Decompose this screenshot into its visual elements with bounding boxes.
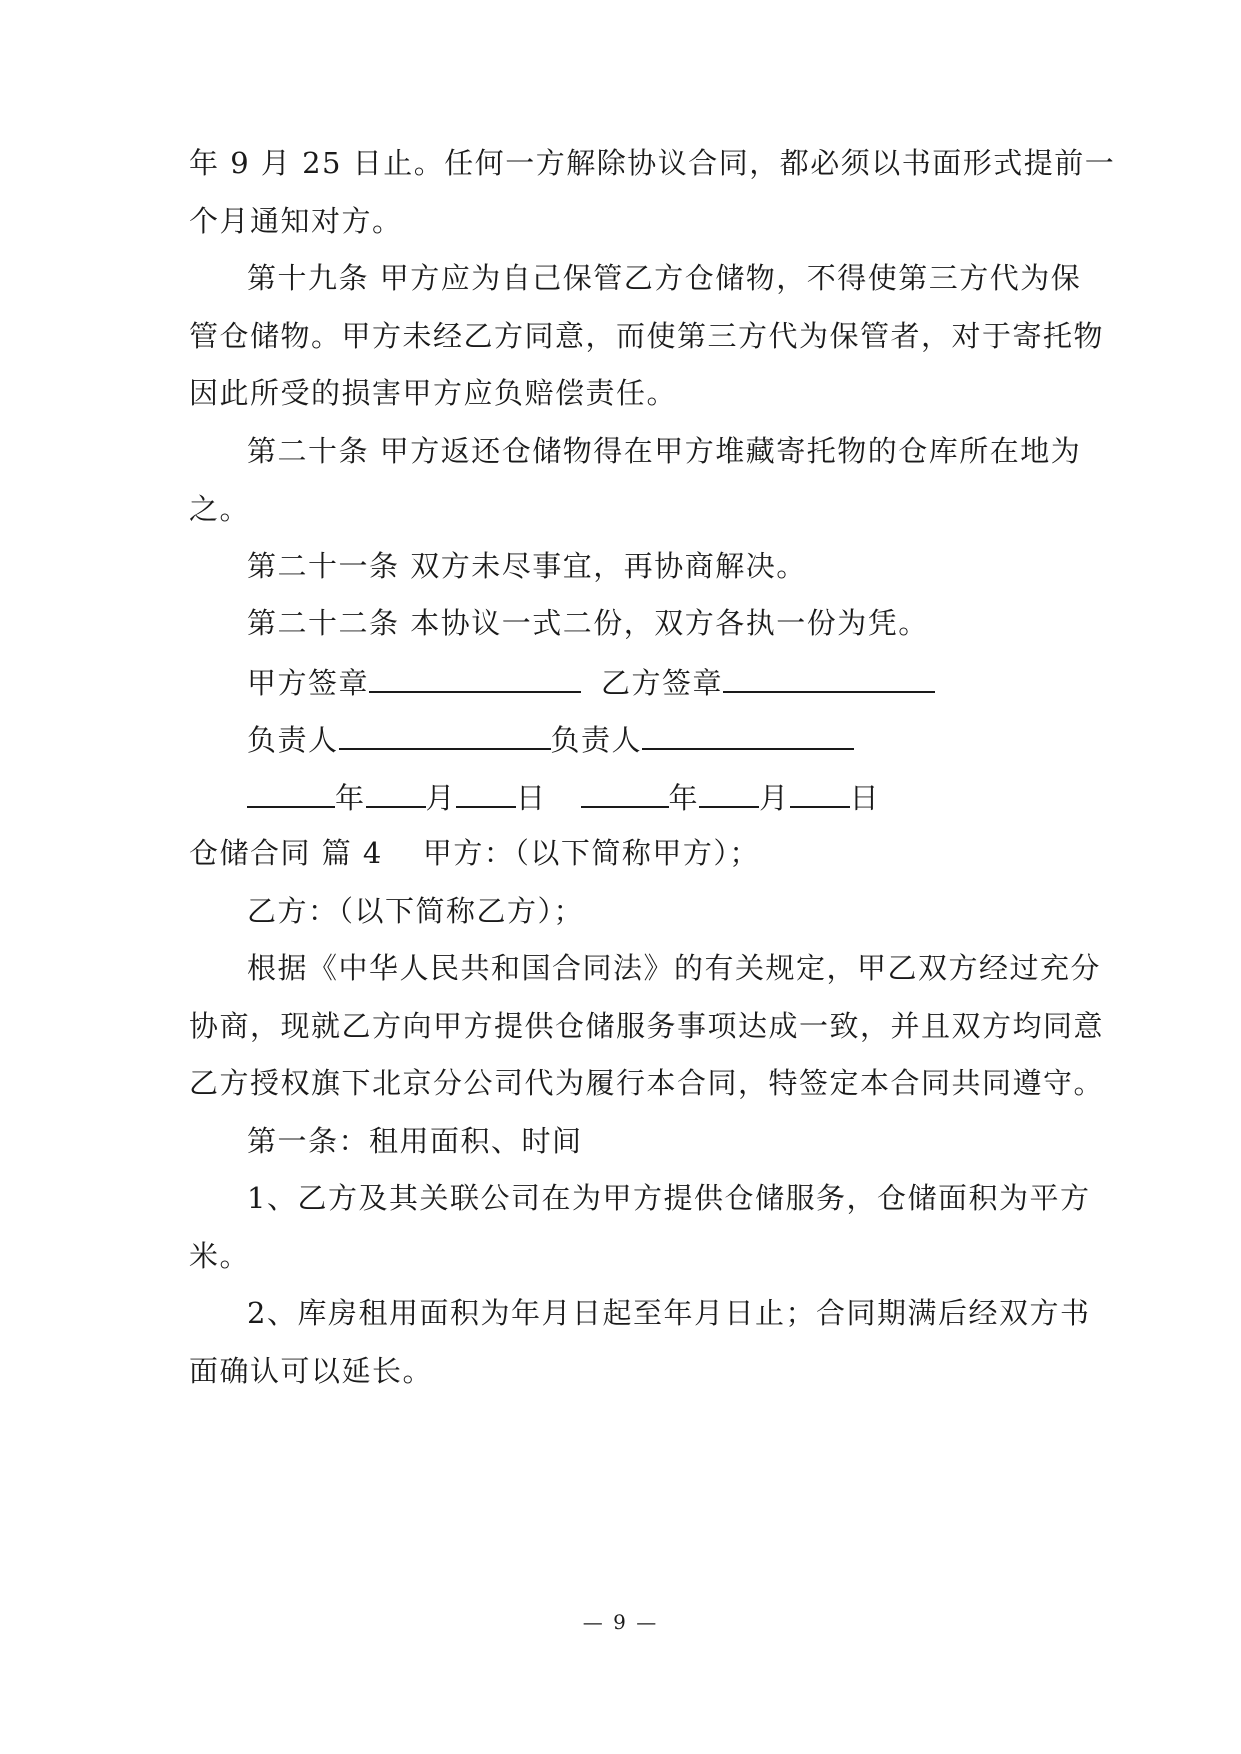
article-22: 第二十二条 本协议一式二份，双方各执一份为凭。 xyxy=(247,606,929,640)
responsible-b-blank xyxy=(642,718,854,750)
day-a-label: 日 xyxy=(516,781,547,815)
section-4-party-b: 乙方：（以下简称乙方）； xyxy=(247,894,585,928)
month-a-blank xyxy=(366,776,426,808)
section-4-party-a: 甲方：（以下简称甲方）； xyxy=(422,836,760,870)
year-a-label: 年 xyxy=(335,781,366,815)
day-a-blank xyxy=(456,776,516,808)
paragraph-line: 个月通知对方。 xyxy=(189,204,403,238)
item-1-line: 米。 xyxy=(189,1239,251,1273)
year-a-blank xyxy=(247,776,335,808)
article-1-title: 第一条：租用面积、时间 xyxy=(247,1124,583,1158)
month-b-label: 月 xyxy=(759,781,790,815)
article-21: 第二十一条 双方未尽事宜，再协商解决。 xyxy=(247,549,807,583)
responsible-row xyxy=(247,718,854,760)
date-row xyxy=(247,776,880,818)
article-20-line: 第二十条 甲方返还仓储物得在甲方堆藏寄托物的仓库所在地为 xyxy=(247,434,1082,468)
day-b-label: 日 xyxy=(849,781,881,815)
intro-line: 协商，现就乙方向甲方提供仓储服务事项达成一致，并且双方均同意 xyxy=(189,1009,1105,1043)
responsible-b-label: 负责人 xyxy=(550,723,643,757)
responsible-a-blank xyxy=(339,718,551,750)
party-b-sign-label: 乙方签章 xyxy=(601,666,724,700)
section-4-title: 仓储合同 篇 4 xyxy=(189,836,383,870)
article-20-line: 之。 xyxy=(189,492,251,526)
year-b-blank xyxy=(581,776,669,808)
intro-line: 乙方授权旗下北京分公司代为履行本合同，特签定本合同共同遵守。 xyxy=(189,1066,1105,1100)
month-b-blank xyxy=(699,776,759,808)
item-2-line: 面确认可以延长。 xyxy=(189,1354,434,1388)
article-19-line: 因此所受的损害甲方应负赔偿责任。 xyxy=(189,376,678,410)
article-19-line: 管仓储物。甲方未经乙方同意，而使第三方代为保管者，对于寄托物 xyxy=(189,319,1105,353)
paragraph-line: 年 9 月 25 日止。任何一方解除协议合同，都必须以书面形式提前一 xyxy=(189,146,1116,180)
responsible-a-label: 负责人 xyxy=(247,723,339,757)
signature-row xyxy=(247,661,935,703)
section-4-header xyxy=(189,833,760,873)
article-19-line: 第十九条 甲方应为自己保管乙方仓储物，不得使第三方代为保 xyxy=(247,261,1082,295)
month-a-label: 月 xyxy=(425,781,457,815)
item-1-line: 1、乙方及其关联公司在为甲方提供仓储服务，仓储面积为平方 xyxy=(247,1181,1091,1215)
intro-line: 根据《中华人民共和国合同法》的有关规定，甲乙双方经过充分 xyxy=(247,951,1102,985)
party-a-sign-blank xyxy=(369,661,581,693)
year-b-label: 年 xyxy=(668,781,700,815)
party-b-sign-blank xyxy=(723,661,935,693)
item-2-line: 2、库房租用面积为年月日起至年月日止；合同期满后经双方书 xyxy=(247,1296,1091,1330)
page-number: — 9 — xyxy=(582,1610,659,1634)
day-b-blank xyxy=(790,776,850,808)
party-a-sign-label: 甲方签章 xyxy=(247,666,370,700)
